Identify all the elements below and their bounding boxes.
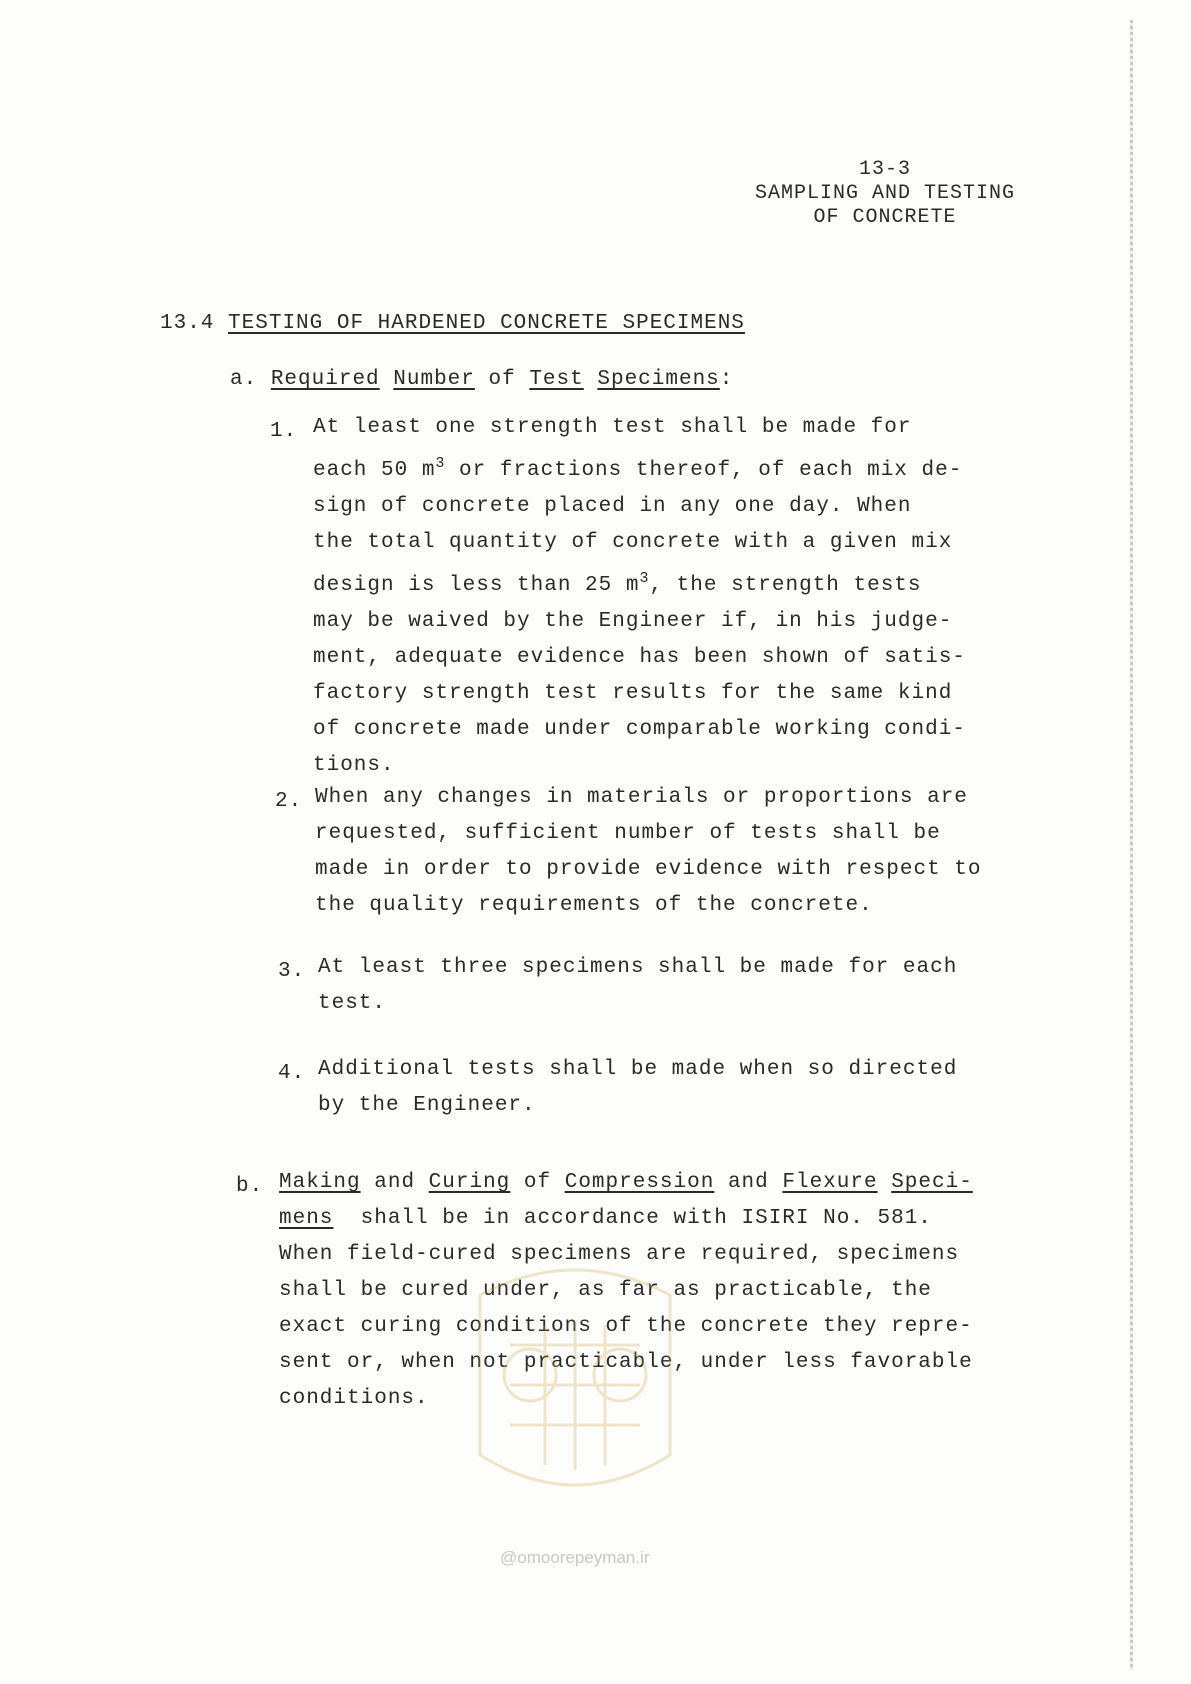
sub-b-line: conditions. (279, 1387, 429, 1410)
header-title-line1: SAMPLING AND TESTING (754, 182, 1016, 205)
item-3-line: At least three specimens shall be made for each (318, 956, 958, 979)
word-of: of (488, 368, 516, 391)
word-required: Required (270, 368, 380, 391)
sub-b-line: shall be cured under, as far as practicable, the (279, 1279, 932, 1302)
watermark-text: @omoorepeyman.ir (500, 1548, 650, 1567)
sub-b-line: Making and Curing of Compression and Flexure Speci- (279, 1171, 973, 1194)
item-1-line: sign of concrete placed in any one day. When (313, 495, 912, 518)
item-1-line: tions. (313, 754, 395, 777)
item-2-number: 2. (275, 790, 303, 813)
sub-b-line: sent or, when not practicable, under less favorable (279, 1351, 973, 1374)
subheading-b-label: b. (236, 1175, 264, 1198)
sub-b-line: When field-cured specimens are required, specimens (279, 1243, 960, 1266)
item-1-line: design is less than 25 $m^3$, the strength tests (313, 570, 922, 597)
item-1-line: factory strength test results for the same kind (313, 682, 953, 705)
item-2-line: made in order to provide evidence with respect to (315, 858, 982, 881)
item-1-line: ment, adequate evidence has been shown of satis- (313, 646, 966, 669)
item-4-line: by the Engineer. (318, 1094, 536, 1117)
item-2-line: the quality requirements of the concrete. (315, 894, 873, 917)
subheading-a-label: a. (230, 368, 258, 391)
item-1-line: may be waived by the Engineer if, in his judge- (313, 610, 953, 633)
item-1-line: At least one strength test shall be made for (313, 416, 912, 439)
item-3-line: test. (318, 992, 387, 1015)
item-1-line: of concrete made under comparable working condi- (313, 718, 966, 741)
subheading-a (230, 368, 733, 391)
page-header (700, 158, 1070, 230)
sub-b-line: mens shall be in accordance with ISIRI No. 581. (279, 1207, 932, 1230)
item-2-text (315, 780, 982, 924)
section-heading (160, 312, 745, 335)
colon: : (719, 368, 734, 391)
word-test: Test (529, 368, 584, 391)
word-number: Number (393, 368, 475, 391)
scan-edge (1130, 20, 1133, 1670)
item-2-line: requested, sufficient number of tests shall be (315, 822, 941, 845)
item-3-text (318, 950, 957, 1022)
word-specimens: Specimens (597, 368, 720, 391)
seal-logo-icon (470, 1255, 680, 1525)
item-4-line: Additional tests shall be made when so directed (318, 1058, 958, 1081)
section-number: 13.4 (160, 312, 215, 335)
item-1-number: 1. (270, 420, 298, 443)
item-1-line: the total quantity of concrete with a given mix (313, 531, 953, 554)
item-1-line: each 50 $m^3$ or fractions thereof, of each mix de- (313, 455, 963, 482)
item-2-line: When any changes in materials or proportions are (315, 786, 968, 809)
item-1-text (313, 410, 966, 784)
item-4-number: 4. (278, 1062, 306, 1085)
header-title-line2: OF CONCRETE (813, 206, 957, 229)
item-4-text (318, 1052, 957, 1124)
item-3-number: 3. (278, 960, 306, 983)
page-number: 13-3 (858, 158, 911, 181)
sub-b-line: exact curing conditions of the concrete they repre- (279, 1315, 973, 1338)
section-title: TESTING OF HARDENED CONCRETE SPECIMENS (228, 312, 745, 335)
